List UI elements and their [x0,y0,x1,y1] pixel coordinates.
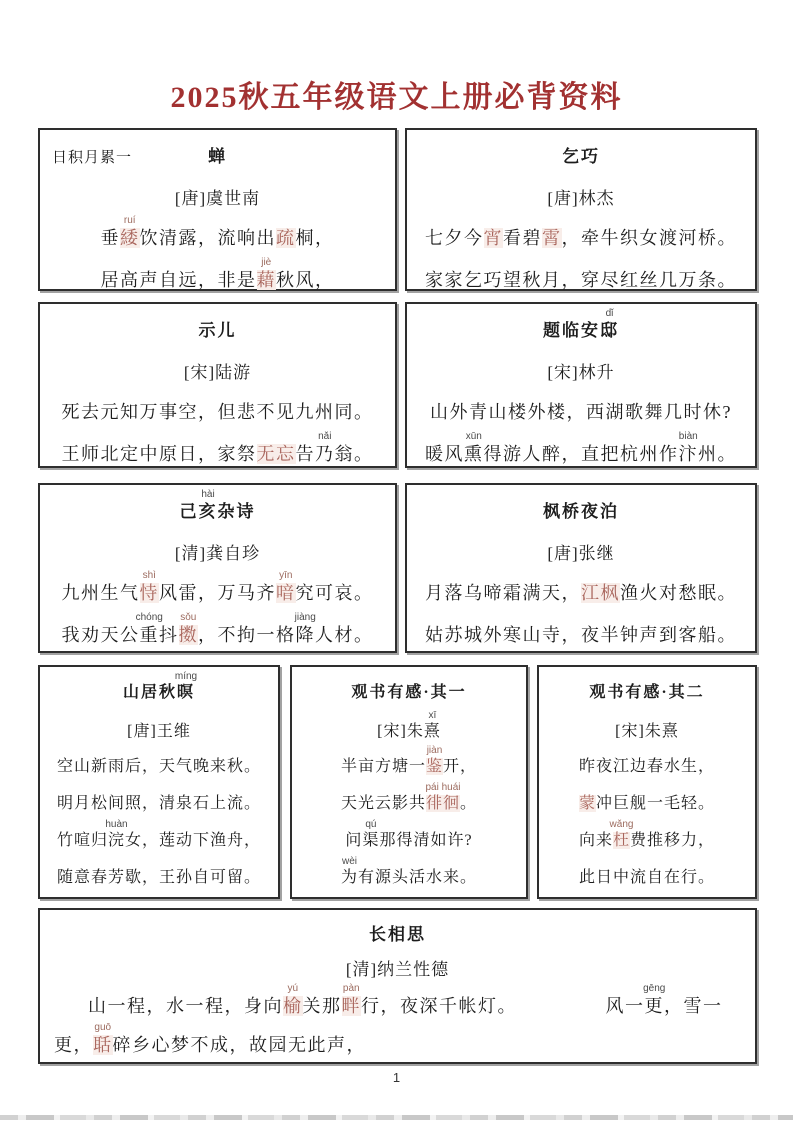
poem-text: 空山新雨后，天气晚来秋。 [56,758,261,775]
poem-title [407,308,755,341]
pinyin-annotation: gēng [643,983,666,994]
poem-text: 蝉 [208,147,227,166]
poem-text: 费推移力， [630,832,716,849]
poem-text: 冲巨舰一毛轻。 [596,795,716,812]
poem-lines [40,215,395,293]
highlighted-character: 喑 yīn [276,570,296,603]
poem-text: 汴 biàn [678,431,698,464]
poem-card-fengqiaoyebo [405,483,757,653]
poem-text: 王师北定中原日，家祭 [61,444,257,464]
poem-text: [唐]王维 [127,723,191,740]
highlighted-character: 擞 sǒu [178,612,198,645]
poem-text: 有源头活水来。 [358,869,478,886]
poem-text: 渔火对愁眠。 [620,583,737,603]
poem-text: 为 wèi [340,856,358,886]
pinyin-annotation: pái huái [425,782,461,793]
poem-text: 观书有感·其二 [589,684,705,701]
poem-text: 熏 xūn [464,431,484,464]
pinyin-annotation: shì [142,570,156,581]
pinyin-annotation: jiàn [426,745,443,756]
poem-text: [清]纳兰性德 [345,960,450,979]
poem-text: 暝 míng [174,671,198,701]
poem-line [407,400,755,425]
highlighted-character: 緌 ruí [120,215,140,248]
poem-text: 桐， [295,228,335,248]
poem-text: [宋]林升 [547,363,615,382]
poem-text: ，雪一 [664,996,723,1016]
poem-text: 降 jiàng [294,612,316,645]
pinyin-annotation: yú [287,983,299,994]
poem-text: 向来 [578,832,613,849]
poem-text: 观书有感·其一 [351,684,467,701]
poem-author [407,358,755,383]
poem-text: 此日中流自在行。 [578,869,715,886]
poem-text: 看碧 [503,228,542,248]
poem-line [292,856,526,889]
poem-text [508,996,606,1016]
poem-title [539,679,755,702]
highlighted-character: 江枫 [581,583,620,603]
poem-text: 随意春芳歇，王孙自可留。 [56,869,261,886]
poem-text: 那得清如许? [379,832,473,849]
poem-text: 山外青山楼外楼，西湖歌舞几时休? [430,402,732,422]
poem-text: 女，莲动下渔舟， [125,832,262,849]
poem-text: 渠 qú [362,819,380,849]
pinyin-annotation: xūn [465,431,482,442]
poem-line [54,983,741,1019]
poem-text: 月落乌啼霜满天， [425,583,581,603]
pinyin-annotation: xī [428,710,437,721]
poem-author [292,710,526,741]
highlighted-character: 鉴 jiàn [425,745,443,775]
poem-text: 乃 nǎi [315,431,335,464]
poem-title [40,671,278,702]
highlighted-character: 霄 [542,228,562,248]
poem-text: 题临安 [543,321,600,340]
poem-lines [407,226,755,293]
poem-text: 浣 huàn [105,819,128,849]
poem-text: 暖风 [425,444,464,464]
poem-text: 居高声自远，非是 [100,270,257,290]
poem-text: 更， [54,1035,93,1055]
poem-text: 昨夜江边春水生， [578,758,715,775]
poem-line [54,1022,741,1058]
poem-text: 更 gēng [643,983,666,1016]
poem-text: 姑苏城外寒山寺，夜半钟声到客船。 [425,625,737,645]
poem-title [407,142,755,167]
poem-text: 己 [179,502,199,521]
pinyin-annotation: ruí [123,215,136,226]
highlighted-character: 蒙 [578,795,596,812]
poem-author [40,955,755,980]
poem-author [40,358,395,383]
poem-text: 翁。 [334,444,374,464]
poem-card-guanshuyougan-1 [290,665,528,899]
poem-text: 风雷，万马齐 [159,583,276,603]
poem-card-jihaizashi [38,483,397,653]
poem-text: 问 [345,832,363,849]
poem-line [40,570,395,606]
poem-text: 开， [443,758,478,775]
pinyin-annotation: dǐ [605,308,614,319]
poem-text: 重 chóng [135,612,163,645]
pinyin-annotation: pàn [342,983,360,994]
highlighted-character: 畔 pàn [341,983,361,1016]
poem-line [539,819,755,852]
poem-line [407,581,755,606]
poem-line [40,431,395,467]
poem-text: 风一 [605,996,645,1016]
poem-lines [539,756,755,889]
pinyin-annotation: huàn [105,819,128,830]
poem-lines [407,581,755,648]
poem-author [40,184,395,209]
poem-text: 行，夜深千帐灯。 [361,996,508,1016]
pinyin-annotation: wèi [341,856,357,867]
poem-text: 邸 dǐ [600,308,619,340]
section-label: 日积月累一 [52,150,133,166]
pinyin-annotation: nǎi [318,431,332,442]
poem-lines [40,400,395,467]
poem-text: [宋]朱 [377,723,424,740]
poem-author [407,539,755,564]
poem-line [539,793,755,815]
poem-text: 半亩方塘一 [340,758,426,775]
poem-text: 究可哀。 [295,583,374,603]
highlighted-character: 枉 wǎng [609,819,634,849]
poem-text: 乞巧 [562,147,600,166]
pinyin-annotation: sǒu [180,612,197,623]
poem-lines [407,400,755,467]
poem-lines [40,756,278,889]
poem-card-qiqiao [405,128,757,291]
poem-title [407,497,755,522]
poem-text: [宋]朱熹 [615,723,679,740]
poem-text: 亥 hài [198,489,218,521]
poem-lines [292,745,526,889]
poem-line [407,268,755,293]
poem-text: 山一程，水一程，身向 [88,996,283,1016]
poem-text: ，牵牛织女渡河桥。 [561,228,737,248]
poem-line [40,793,278,815]
poem-title [40,489,395,522]
poem-text: 关那 [302,996,342,1016]
poem-author [407,184,755,209]
pinyin-annotation: jiàng [294,612,316,623]
poem-text: ，不拘一格 [198,625,296,645]
pinyin-annotation: qú [365,819,377,830]
next-page-edge-artifact [0,1115,793,1120]
poem-line [407,226,755,251]
highlighted-character: 藉 jiè [256,257,276,290]
poem-text: [宋]陆游 [183,363,252,382]
poem-line [40,756,278,778]
poem-line [407,431,755,467]
highlighted-character: 无忘 [256,444,296,464]
poem-line [40,257,395,293]
poem-text: 杂诗 [217,502,256,521]
poem-text: 山居秋 [122,684,177,701]
highlighted-character: 徘徊 pái huái [425,782,461,812]
poem-text: [唐]虞世南 [174,189,261,208]
poem-line [292,745,526,778]
poem-title [40,316,395,341]
poem-text: 州。 [698,444,737,464]
poem-line [539,867,755,889]
poem-text: 抖 [159,625,179,645]
highlighted-character: 疏 [276,228,296,248]
poem-text: 天光云影共 [340,795,426,812]
pinyin-annotation: wǎng [609,819,634,830]
poem-text: 告 [295,444,315,464]
poem-text: [唐]林杰 [547,189,615,208]
poem-text: 我劝天公 [61,625,140,645]
poem-text: 饮清露，流响出 [139,228,276,248]
poem-text: 竹喧归 [56,832,108,849]
poem-line [292,819,526,852]
poem-line [539,756,755,778]
pinyin-annotation: míng [174,671,198,682]
poem-text: 熹 xī [423,710,441,740]
poem-text: 九州生气 [61,583,140,603]
poem-author [40,539,395,564]
poem-title [40,920,755,945]
poem-text: 枫桥夜泊 [543,502,619,521]
poem-text: 垂 [100,228,120,248]
poem-text: 得游人醉，直把杭州作 [483,444,679,464]
poem-text: 家家乞巧望秋月，穿尽红丝几万条。 [425,270,737,290]
poem-text: 长相思 [369,925,426,944]
pinyin-annotation: biàn [678,431,698,442]
page-number: 1 [392,1070,401,1085]
pinyin-annotation: hài [201,489,215,500]
poem-title [292,679,526,702]
highlighted-character: 宵 [483,228,503,248]
poem-text: 。 [460,795,478,812]
highlighted-character: 榆 yú [283,983,303,1016]
poem-lines [40,983,755,1058]
poem-card-changxiangsi [38,908,757,1064]
poem-author [40,718,278,741]
pinyin-annotation: jiè [261,257,272,268]
poem-text: 明月松间照，清泉石上流。 [56,795,261,812]
poem-text: 七夕今 [425,228,484,248]
poem-line [292,782,526,815]
poem-text: 人材。 [315,625,374,645]
poem-text: 碎乡心梦不成，故园无此声， [112,1035,366,1055]
poem-card-shanjuqiuming [38,665,280,899]
poem-card-tilinandi [405,302,757,468]
highlighted-character: 聒 guō [93,1022,113,1055]
poem-text: 示儿 [198,321,237,340]
pinyin-annotation: chóng [135,612,163,623]
poem-card-chan [38,128,397,291]
poem-line [40,400,395,425]
poem-author [539,718,755,741]
poem-card-guanshuyougan-2 [537,665,757,899]
poem-text: 秋风， [276,270,335,290]
poem-line [407,623,755,648]
poem-text: [清]龚自珍 [174,544,261,563]
page-title: 2025秋五年级语文上册必背资料 [170,81,623,114]
pinyin-annotation: guō [94,1022,112,1033]
poem-card-shier [38,302,397,468]
poem-line [40,819,278,852]
poem-text: 死去元知万事空，但悲不见九州同。 [61,402,374,422]
poem-text: [唐]张继 [547,544,615,563]
highlighted-character: 恃 shì [139,570,159,603]
pinyin-annotation: yīn [279,570,293,581]
poem-line [40,612,395,648]
poem-lines [40,570,395,648]
poem-line [40,867,278,889]
poem-line [40,215,395,251]
